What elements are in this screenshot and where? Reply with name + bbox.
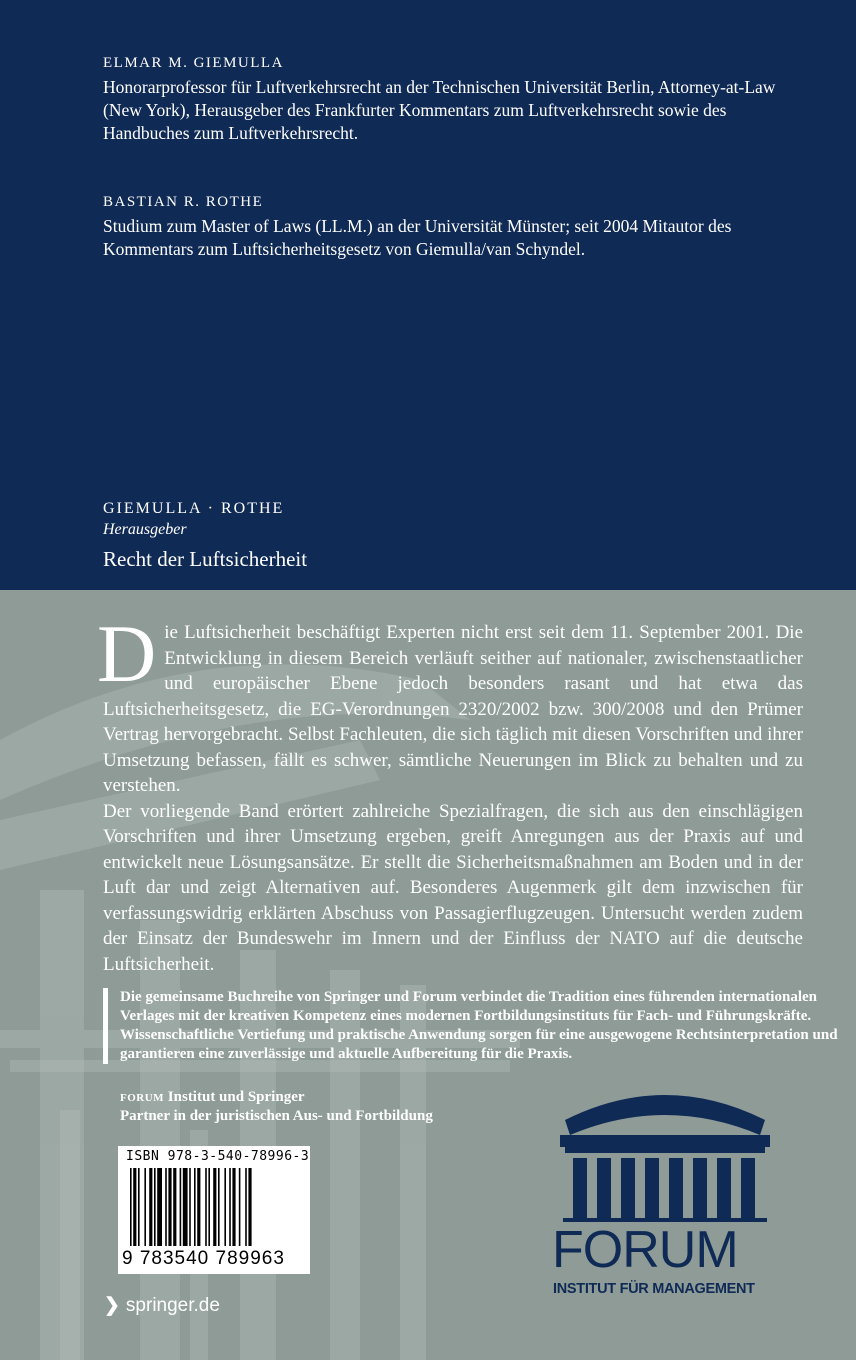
barcode-bar [194,1168,196,1246]
barcode-bar [189,1168,191,1246]
barcode-bar [229,1168,231,1246]
partner-line-1 [120,1088,520,1107]
author-bio: Studium zum Master of Laws (LL.M.) an der Universität Münster; seit 2004 Mitautor des Kommentars zum Luftsicherheitsgesetz von Giemulla/van Schyndel. [103,216,732,259]
partner-line-2: Partner in der juristischen Aus- und Fortbildung [120,1108,433,1124]
description-paragraph-1 [97,608,803,799]
partner-block [120,1088,520,1126]
author-name: ELMAR M. GIEMULLA [103,55,284,71]
barcode-bar [197,1168,200,1246]
barcode-bar [138,1168,140,1246]
barcode-bar [232,1168,235,1246]
dropcap-letter: D [97,608,157,699]
series-note [103,988,840,1064]
forum-logo-subtitle: INSTITUT FÜR MANAGEMENT [553,1281,755,1297]
book-title-block [103,498,803,574]
partner-line-1-rest: Institut und Springer [164,1089,305,1105]
barcode-bar [133,1168,136,1246]
description-paragraph-2: Der vorliegende Band erörtert zahlreiche Spezialfragen, die sich aus den einschlägigen Vorschriften und ihrer Umsetzung ergeben, greift Anregungen aus der Praxis auf und entwickelt neue Lösungsansätze. Er stellt die Sicherheitsmaßnahmen am Boden und in der Luft dar und zeigt Alternativen auf. Besonderes Augenmerk gilt dem inzwischen für verfassungswidrig erklärten Abschuss von Passagierflugzeugen. Untersucht werden zudem der Einsatz der Bundeswehr im Innern und der Einfluss der NATO auf die deutsche Luftsicherheit. [103,800,803,975]
barcode-bar [213,1168,216,1246]
author-name: BASTIAN R. ROTHE [103,194,264,210]
forum-smallcaps: forum [120,1089,165,1105]
barcode-bars [130,1168,300,1248]
barcode-bar [208,1168,210,1246]
barcode-bar [245,1168,247,1246]
back-cover-top-panel [0,0,856,590]
isbn-label: ISBN 978-3-540-78996-3 [126,1149,310,1164]
paragraph-1-text: ie Luftsicherheit beschäftigt Experten nicht erst seit dem 11. September 2001. Die Entwicklung in diesem Bereich verläuft seither auf nationaler, zwischenstaatlicher und europäischer Ebene jedoch besonders rasant und hat etwa das Luftsicherheitsgesetz, die EG-Verordnungen 2320/2002 bzw. 300/2008 und den Prümer Vertrag hervorgebracht. Selbst Fachleuten, die sich täglich mit diesen Vorschriften und ihrer Umsetzung befassen, fällt es schwer, sämtliche Neuerungen im Blick zu behalten und zu verstehen. [103,622,803,796]
author-bio: Honorarprofessor für Luftverkehrsrecht an der Technischen Universität Berlin, Attorney-at-Law (New York), Herausgeber des Frankfurter Kommentars zum Luftverkehrsrecht sowie des Handbuches zum Luftverkehrsrecht. [103,77,776,143]
barcode-bar [183,1168,188,1246]
author-block-giemulla [103,55,803,145]
book-title: Recht der Luftsicherheit [103,547,308,571]
chevron-right-icon: ❯ [104,1295,120,1316]
back-cover-bottom-panel [0,590,856,1360]
barcode-bar [239,1168,241,1246]
barcode-bar [165,1168,167,1246]
barcode-bar [173,1168,176,1246]
forum-logo-word: FORUM [552,1221,738,1279]
ean-digits: 9 783540 789963 [122,1248,285,1269]
springer-url: springer.de [125,1295,220,1316]
barcode-bar [144,1168,146,1246]
author-block-rothe [103,194,803,261]
isbn-barcode [118,1146,310,1274]
barcode-bar [180,1168,182,1246]
barcode-bar [205,1168,207,1246]
editor-names: GIEMULLA · ROTHE [103,500,285,517]
barcode-bar [218,1168,220,1246]
barcode-bar [154,1168,156,1246]
barcode-bar [224,1168,226,1246]
book-description [97,608,803,977]
series-note-text: Die gemeinsame Buchreihe von Springer und Forum verbindet die Tradition eines führenden internationalen Verlages mit der kreativen Kompetenz eines modernen Fortbildungsinstituts für Fach- und Führungskräfte. Wissenschaftliche Vertiefung und praktische Anwendung sorgen für eine ausgewogene Rechtsinterpretation und garantieren eine zuverlässige und aktuelle Aufbereitung für die Praxis. [120,989,838,1062]
springer-link[interactable] [104,1294,220,1317]
barcode-bar [157,1168,162,1246]
barcode-bar [168,1168,171,1246]
barcode-bar [149,1168,152,1246]
barcode-bar [130,1168,132,1246]
barcode-bar [248,1168,251,1246]
editor-role: Herausgeber [103,521,187,538]
